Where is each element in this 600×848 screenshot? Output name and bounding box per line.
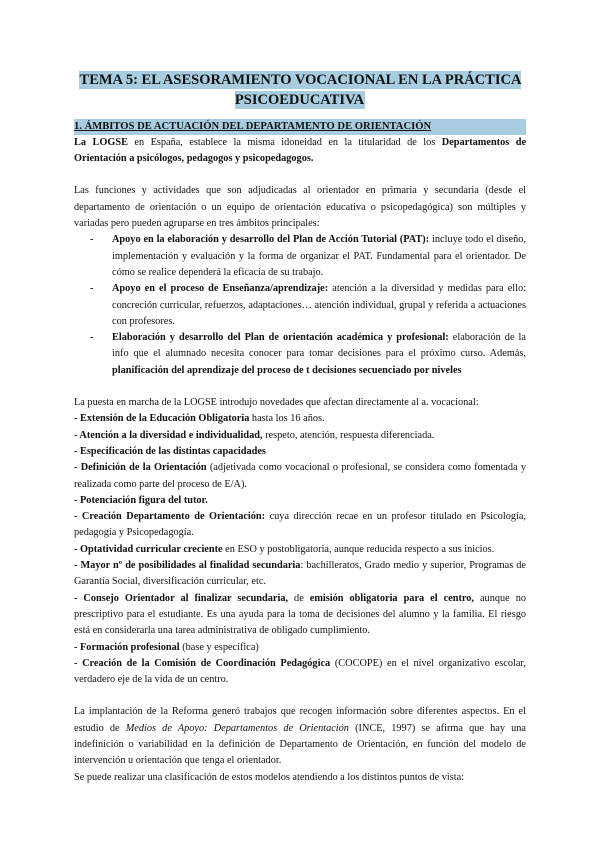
novedad-bold: - Especificación de las distintas capacidades — [74, 445, 266, 457]
novedad-text: en ESO y postobligatoria, aunque reducida respecto a sus inicios. — [222, 543, 495, 555]
novedades-block — [74, 395, 526, 688]
novedad-bold: - Consejo Orientador al finalizar secundaria, — [74, 592, 289, 604]
reforma-text: (INCE, 1997) se afirma que hay una indefinición o variabilidad en la definición de Departamento de Orientación, en función del modelo de intervención u orientación que tenga el orientador. — [74, 722, 526, 767]
ambito-title: Apoyo en la elaboración y desarrollo del Plan de Acción Tutorial (PAT): — [112, 234, 430, 246]
list-item — [96, 281, 526, 330]
novedad-bold: - Optatividad curricular creciente — [74, 543, 223, 555]
reforma-text: La implantación de la Reforma generó trabajos que recogen información sobre diferentes aspectos. En el estudio de — [74, 706, 526, 734]
ambito-text: incluye todo el diseño, implementación y evaluación y la forma de organizar el PAT. Fundamental para el orientador. De cómo se realice dependerá la eficacia de su trabajo. — [112, 234, 526, 278]
novedad-bold: - Mayor nº de posibilidades al finalidad secundaria — [74, 560, 301, 572]
reforma-paragraph — [74, 704, 526, 769]
ambito-bold-end: planificación del aprendizaje del proceso de t decisiones secuenciado por niveles — [112, 364, 462, 376]
reforma-italic: Medios de Apoyo: Departamentos de Orientación — [125, 722, 349, 734]
novedad-text: respeto, atención, respuesta diferenciada. — [262, 429, 435, 441]
intro-paragraph — [74, 135, 526, 168]
novedad-text: aunque no prescriptivo para el estudiante. Es una ayuda para la toma de decisiones del alumno y la familia. El riesgo está en considerarla una tarea administrativa de obligado cumplimiento. — [74, 592, 527, 637]
section-heading: 1. ÁMBITOS DE ACTUACIÓN DEL DEPARTAMENTO DE ORIENTACIÓN — [74, 119, 526, 135]
novedad-bold: - Potenciación figura del tutor. — [74, 494, 208, 506]
novedad-text: hasta los 16 años. — [249, 413, 325, 425]
functions-paragraph: Las funciones y actividades que son adjudicadas al orientador en primaria y secundaria (desde el departamento de orientación o un equipo de orientación educativa o psicopedagógica) son múltiples y variadas pero pueden agruparse en tres ámbitos principales: — [74, 185, 526, 230]
novedades-intro: La puesta en marcha de la LOGSE introdujo novedades que afectan directamente al a. vocacional: — [74, 397, 479, 409]
ambitos-list — [74, 232, 526, 379]
novedad-item — [74, 509, 526, 542]
ambito-title: Elaboración y desarrollo del Plan de orientación académica y profesional: — [112, 332, 449, 344]
novedad-item — [74, 558, 526, 591]
novedad-bold: - Definición de la Orientación — [74, 462, 207, 474]
novedad-text: (adjetivada como vocacional o profesional, se considera como fomentada y realizada como parte del proceso de E/A). — [74, 462, 527, 490]
clasificacion-paragraph: Se puede realizar una clasificación de estos modelos atendiendo a los distintos puntos de vista: — [74, 771, 465, 783]
intro-bold-logse: La LOGSE — [74, 136, 128, 148]
novedad-bold: - Creación Departamento de Orientación: — [74, 511, 266, 523]
novedad-item — [74, 444, 526, 460]
novedad-item — [74, 656, 526, 689]
novedad-text: cuya dirección recae en un profesor titulado en Psicología, pedagogía y Psicopedagogía. — [74, 511, 526, 539]
novedad-text: (base y específica) — [179, 641, 259, 653]
novedad-item — [74, 591, 526, 640]
novedad-item — [74, 542, 526, 558]
novedad-item — [74, 460, 526, 493]
ambito-title: Apoyo en el proceso de Enseñanza/aprendizaje: — [112, 283, 329, 295]
ambito-text: atención a la diversidad y medidas para ello: concreción curricular, refuerzos, adaptaciones… atención individual, grupal y referida a actuaciones con profesores. — [112, 283, 526, 327]
novedad-bold: - Creación de la Comisión de Coordinación Pedagógica — [74, 657, 331, 669]
novedad-text: de — [288, 592, 310, 604]
novedad-bold: - Extensión de la Educación Obligatoria — [74, 413, 250, 425]
novedad-text: (COCOPE) en el nivel organizativo escolar, verdadero eje de la vida de un centro. — [74, 657, 527, 686]
intro-bold-departamentos: Departamentos de Orientación a psicólogos, pedagogos y psicopedagogos. — [74, 136, 527, 165]
novedad-item — [74, 640, 526, 656]
list-item — [96, 330, 526, 379]
intro-text: en España, establece la misma idoneidad en la titularidad de los — [127, 136, 442, 148]
title-block — [74, 70, 526, 111]
novedad-bold: - Formación profesional — [74, 641, 180, 653]
novedad-bold: - Atención a la diversidad e individualidad, — [74, 429, 263, 441]
novedad-item — [74, 493, 526, 509]
list-item — [96, 232, 526, 281]
novedad-text: : bachilleratos, Grado medio y superior, Programas de Garantía Social, diversificación curricular, etc. — [74, 560, 527, 588]
page-title: TEMA 5: EL ASESORAMIENTO VOCACIONAL EN LA PRÁCTICA PSICOEDUCATIVA — [79, 72, 522, 109]
novedad-bold: emisión obligatoria para el centro, — [309, 592, 474, 604]
ambito-text: elaboración de la info que el alumnado necesita conocer para tomar decisiones para el próximo curso. Además, — [112, 332, 526, 360]
novedad-item — [74, 428, 526, 444]
novedad-item — [74, 411, 526, 427]
